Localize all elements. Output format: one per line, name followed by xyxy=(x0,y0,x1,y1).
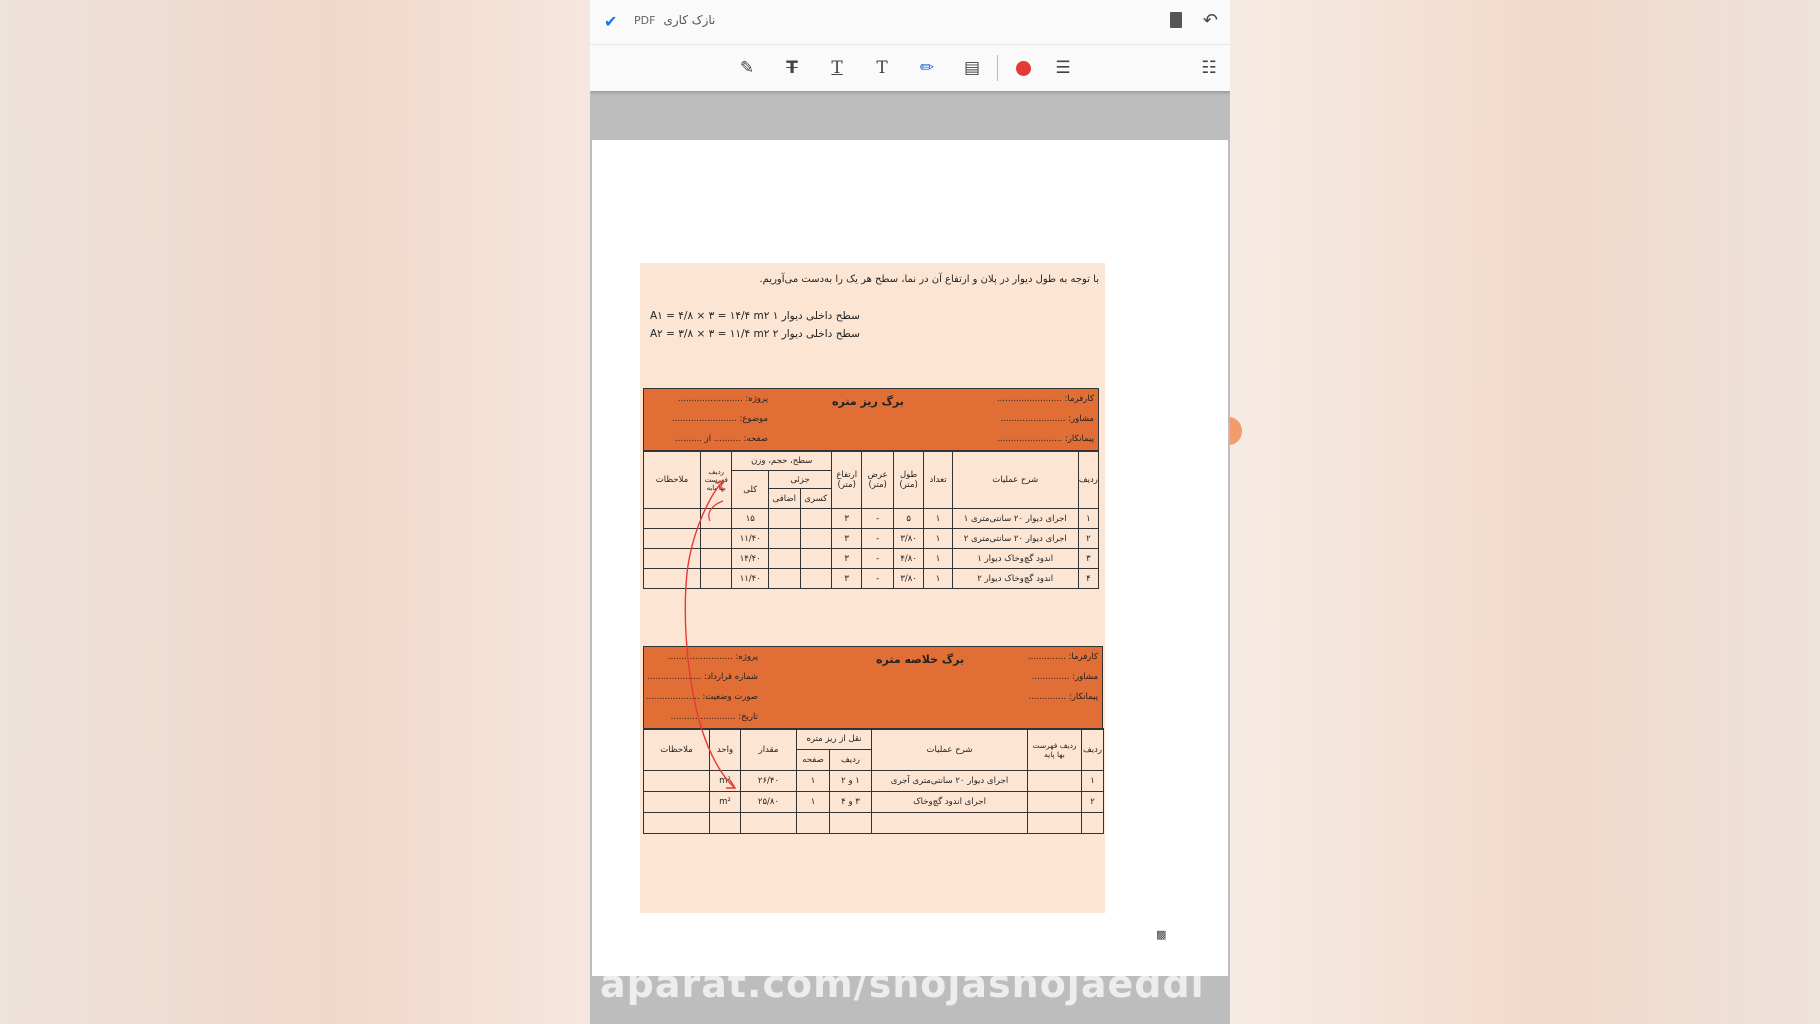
cell xyxy=(644,549,701,569)
table-row xyxy=(644,569,1099,589)
pdf-page xyxy=(592,140,1228,976)
project-label: پروژه: ........................ xyxy=(667,652,758,662)
cell xyxy=(701,509,732,529)
col-total: کلی xyxy=(732,471,769,509)
cell: ۱ xyxy=(924,569,952,589)
cell: ۱۴/۴۰ xyxy=(732,549,769,569)
toolbar-divider xyxy=(997,55,998,81)
cell: ۲۵/۸۰ xyxy=(741,792,797,813)
cell xyxy=(1028,813,1082,834)
cell: ۳ xyxy=(831,529,861,549)
sheet1-table xyxy=(643,450,1099,589)
app-screen xyxy=(590,0,1230,1024)
cell: m² xyxy=(710,771,741,792)
consultant-label: مشاور: ........................ xyxy=(1000,414,1094,424)
cell xyxy=(769,529,800,549)
cell: اجرای دیوار ۲۰ سانتی‌متری ۲ xyxy=(952,529,1078,549)
cell: اجرای دیوار ۲۰ سانتی‌متری ۱ xyxy=(952,509,1078,529)
date-label: تاریخ: ........................ xyxy=(670,712,758,722)
cell: ۱۵ xyxy=(732,509,769,529)
cell xyxy=(741,813,797,834)
cell xyxy=(769,509,800,529)
cell xyxy=(1082,813,1104,834)
contract-label: شماره قرارداد: .................... xyxy=(647,672,758,682)
cell xyxy=(644,569,701,589)
table-row xyxy=(644,792,1104,813)
col-index: ردیف فهرست بها پایه xyxy=(1028,729,1082,771)
cell: ۱ xyxy=(797,792,830,813)
pencil-icon[interactable]: ✎ xyxy=(739,58,755,78)
col-row: ردیف xyxy=(1082,729,1104,771)
contractor-label: پیمانکار: ........................ xyxy=(997,434,1094,444)
sheet2-table xyxy=(643,728,1104,834)
col-desc: شرح عملیات xyxy=(952,451,1078,509)
file-type-label: PDF xyxy=(634,14,656,27)
cell xyxy=(800,569,831,589)
cell: اندود گچ‌وخاک دیوار ۲ xyxy=(952,569,1078,589)
strikethrough-icon[interactable]: T xyxy=(786,58,798,78)
watermark-text: aparat.com/shojashojaeddi xyxy=(600,962,1205,1006)
line-weight-icon[interactable]: ☰ xyxy=(1055,58,1071,78)
cell: اجرای اندود گچ‌وخاک xyxy=(872,792,1028,813)
annotation-toolbar xyxy=(590,44,1230,91)
cell: ۲ xyxy=(1078,529,1098,549)
top-bar xyxy=(590,0,1230,44)
cell: اجرای دیوار ۲۰ سانتی‌متری آجری xyxy=(872,771,1028,792)
cell xyxy=(769,569,800,589)
table-row xyxy=(644,813,1104,834)
cell: ۳ xyxy=(831,509,861,529)
cell: - xyxy=(862,529,893,549)
statement-label: صورت وضعیت: .................... xyxy=(645,692,758,702)
highlighter-pen-icon[interactable]: ✏ xyxy=(919,58,935,78)
col-notes: ملاحظات xyxy=(644,729,710,771)
formula-2: سطح داخلی دیوار ۲ A۲ = ۳/۸ × ۳ = ۱۱/۴ m۲ xyxy=(650,328,860,340)
cell: ۳ xyxy=(1078,549,1098,569)
col-transfer: نقل از ریز متره xyxy=(797,729,872,750)
document-icon[interactable] xyxy=(1170,12,1182,28)
employer-label: کارفرما: .............. xyxy=(1027,652,1098,662)
cell: ۳/۸۰ xyxy=(893,529,923,549)
cell xyxy=(701,549,732,569)
sheet1-title: برگ ریز متره xyxy=(832,395,904,408)
sheet2-title: برگ خلاصه متره xyxy=(876,653,965,666)
col-index: ردیف فهرست بها پایه xyxy=(701,451,732,509)
sheet2-header xyxy=(643,646,1103,730)
col-unit: واحد xyxy=(710,729,741,771)
col-row: ردیف xyxy=(1078,451,1098,509)
text-icon[interactable]: T xyxy=(876,58,888,78)
color-dot-icon[interactable] xyxy=(1012,57,1034,79)
cell: ۲۶/۴۰ xyxy=(741,771,797,792)
col-partial: جزئی xyxy=(769,471,832,489)
document-title xyxy=(634,13,715,27)
comment-icon[interactable]: ▤ xyxy=(963,58,981,78)
col-desc: شرح عملیات xyxy=(872,729,1028,771)
col-height: ارتفاع (متر) xyxy=(831,451,861,509)
cell: ۵ xyxy=(893,509,923,529)
cell xyxy=(644,529,701,549)
formula-1: سطح داخلی دیوار ۱ A۱ = ۴/۸ × ۳ = ۱۴/۴ m۲ xyxy=(650,310,860,322)
cell: ۴/۸۰ xyxy=(893,549,923,569)
col-transfer-row: ردیف xyxy=(830,750,872,771)
cell: m² xyxy=(710,792,741,813)
intro-text: با توجه به طول دیوار در پلان و ارتفاع آن در نما، سطح هر یک را به‌دست می‌آوریم. xyxy=(759,274,1099,285)
cell: ۱ xyxy=(924,509,952,529)
project-label: پروژه: ........................ xyxy=(677,394,768,404)
cell xyxy=(701,529,732,549)
cell xyxy=(800,529,831,549)
cell: ۱ xyxy=(924,549,952,569)
cell: ۳ و ۴ xyxy=(830,792,872,813)
cell xyxy=(797,813,830,834)
document-sheet xyxy=(640,263,1105,913)
table-row xyxy=(644,771,1104,792)
table-row xyxy=(644,509,1099,529)
employer-label: کارفرما: ........................ xyxy=(996,394,1094,404)
cell: ۱ xyxy=(1082,771,1104,792)
cell: ۱۱/۴۰ xyxy=(732,529,769,549)
subject-label: موضوع: ........................ xyxy=(671,414,768,424)
cell xyxy=(644,509,701,529)
col-width: عرض (متر) xyxy=(862,451,893,509)
cell: - xyxy=(862,569,893,589)
col-plus: اضافی xyxy=(769,489,800,509)
table-row xyxy=(644,529,1099,549)
page-label: صفحه: .......... از .......... xyxy=(674,434,768,444)
cell: - xyxy=(862,509,893,529)
cell: ۳/۸۰ xyxy=(893,569,923,589)
col-minus: کسری xyxy=(800,489,831,509)
cell xyxy=(1028,792,1082,813)
cell: ۱ xyxy=(924,529,952,549)
cell: ۳ xyxy=(831,549,861,569)
col-group: سطح، حجم، وزن xyxy=(732,451,832,471)
cell xyxy=(830,813,872,834)
title-text: نازک کاری xyxy=(663,13,716,27)
cell xyxy=(1028,771,1082,792)
cell: ۳ xyxy=(831,569,861,589)
cell xyxy=(800,549,831,569)
col-transfer-page: صفحه xyxy=(797,750,830,771)
list-icon[interactable]: ☷ xyxy=(1201,58,1217,78)
text-underline-icon[interactable]: T xyxy=(831,58,843,78)
undo-icon[interactable]: ↶ xyxy=(1202,10,1218,31)
cell: - xyxy=(862,549,893,569)
cell: ۱ و ۲ xyxy=(830,771,872,792)
cell: ۱ xyxy=(1078,509,1098,529)
cell: اندود گچ‌وخاک دیوار ۱ xyxy=(952,549,1078,569)
cell xyxy=(644,813,710,834)
cell xyxy=(769,549,800,569)
cell xyxy=(872,813,1028,834)
cell xyxy=(800,509,831,529)
cell xyxy=(644,792,710,813)
image-icon[interactable]: ▩ xyxy=(1156,928,1167,941)
table-row xyxy=(644,549,1099,569)
consultant-label: مشاور: .............. xyxy=(1031,672,1098,682)
col-length: طول (متر) xyxy=(893,451,923,509)
cell: ۴ xyxy=(1078,569,1098,589)
cell xyxy=(644,771,710,792)
cell: ۱ xyxy=(797,771,830,792)
col-amount: مقدار xyxy=(741,729,797,771)
sheet1-header xyxy=(643,388,1099,452)
contractor-label: پیمانکار: .............. xyxy=(1028,692,1098,702)
col-notes: ملاحظات xyxy=(644,451,701,509)
cell: ۲ xyxy=(1082,792,1104,813)
cell: ۱۱/۴۰ xyxy=(732,569,769,589)
col-count: تعداد xyxy=(924,451,952,509)
cell xyxy=(710,813,741,834)
done-check-icon[interactable]: ✔ xyxy=(604,12,618,31)
cell xyxy=(701,569,732,589)
